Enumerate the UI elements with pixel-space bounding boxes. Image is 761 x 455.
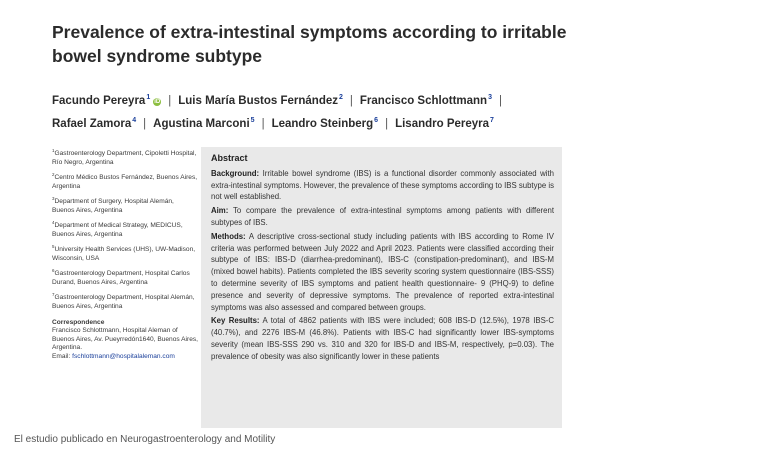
abstract-box <box>201 147 562 428</box>
author[interactable]: Luis María Bustos Fernández$^2$ <box>178 94 343 107</box>
abstract-methods: Methods: A descriptive cross-sectional study including patients with IBS according to Rome IV criteria was performed between July 2022 and April 2023. Patients were classified according their subtype of IBS: IBS-D (diarrhea-predominant), IBS-C (constipation-predominant), and IBS-M (mixed bowel habits). Patients completed the IBS severity scoring system questionnaire (IBS-SSS) to determine severity of IBS symptoms and patient health questionnaire- 9 (PHQ-9) to define presence and severity of depressive symptoms. The prevalence of reported extra-intestinal symptoms was also assessed and compared between groups. <box>211 231 554 312</box>
separator: | <box>385 117 389 130</box>
separator: | <box>143 117 147 130</box>
orcid-icon[interactable]: iD <box>154 98 161 105</box>
author[interactable]: Facundo Pereyra$^1$iD <box>52 94 161 107</box>
affiliation: $^4$Department of Medical Strategy, MEDICUS, Buenos Aires, Argentina <box>52 220 183 238</box>
affiliations <box>52 147 198 361</box>
affiliation: $^2$Centro Médico Bustos Fernández, Buenos Aires, Argentina <box>52 172 198 190</box>
abstract-key-results: Key Results: A total of 4862 patients with IBS were included; 608 IBS-D (12.5%), 1978 IBS-C (40.7%), and 2276 IBS-M (46.8%). Patients with IBS-C had significantly lower IBS-symptoms severity (mean IBS-SSS 290 vs. 310 and 320 for IBS-D and IBS-M, respectively, p=0.03). The prevalence of obesity was also significantly lower in these patients <box>211 316 554 361</box>
article-title: Prevalence of extra-intestinal symptoms according to irritable bowel syndrome subtype <box>52 22 567 66</box>
correspondence-email-line: Email: fschlottmann@hospitalaleman.com <box>52 352 175 360</box>
author-list <box>52 88 572 134</box>
author[interactable]: Francisco Schlottmann$^3$ <box>359 94 492 107</box>
author[interactable]: Agustina Marconi$^5$ <box>153 116 255 130</box>
image-caption: El estudio publicado en Neurogastroenterology and Motility <box>14 434 276 445</box>
author[interactable]: Rafael Zamora$^4$ <box>52 116 137 130</box>
abstract-background: Background: Irritable bowel syndrome (IBS) is a functional disorder commonly associated with extra-intestinal symptoms. However, the prevalence of these symptoms according to IBS subtype is not well established. <box>211 168 554 202</box>
affiliation: $^3$Department of Surgery, Hospital Alemán, Buenos Aires, Argentina <box>52 196 174 214</box>
affiliation: $^5$University Health Services (UHS), UW-Madison, Wisconsin, USA <box>52 244 196 262</box>
abstract-aim: Aim: To compare the prevalence of extra-intestinal symptoms among patients with different subtypes of IBS. <box>211 206 554 227</box>
separator: | <box>498 94 502 107</box>
separator: | <box>261 117 265 130</box>
author[interactable]: Leandro Steinberg$^6$ <box>271 116 379 130</box>
email-link[interactable]: fschlottmann@hospitalaleman.com <box>72 352 175 360</box>
affiliation: $^1$Gastroenterology Department, Cipoletti Hospital, Río Negro, Argentina <box>52 148 197 166</box>
abstract-heading: Abstract <box>211 153 248 163</box>
author[interactable]: Lisandro Pereyra$^7$ <box>395 116 494 130</box>
affiliation: $^7$Gastroenterology Department, Hospital Alemán, Buenos Aires, Argentina <box>52 292 195 310</box>
separator: | <box>168 94 172 107</box>
separator: | <box>349 94 353 107</box>
correspondence-heading: Correspondence <box>52 319 105 326</box>
correspondence-text: Francisco Schlottmann, Hospital Aleman of Buenos Aires, Av. Pueyrredón1640, Buenos Aires, Argentina. <box>52 327 199 352</box>
affiliation: $^6$Gastroenterology Department, Hospital Carlos Durand, Buenos Aires, Argentina <box>52 268 190 286</box>
